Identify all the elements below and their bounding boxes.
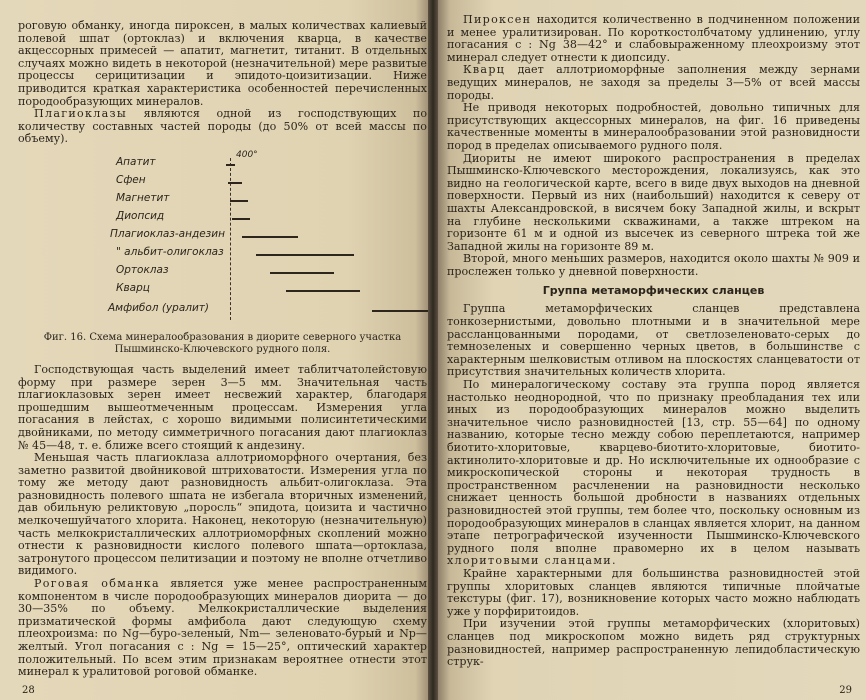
- page-number: 29: [839, 685, 852, 696]
- paragraph-text: дает аллотриоморфные заполнения между зернами ведущих минералов, не заходя за пределы 3—5% от всей массы породы.: [447, 63, 860, 102]
- mineral-bar: [270, 272, 334, 274]
- paragraph: [447, 14, 860, 64]
- paragraph: [18, 578, 427, 679]
- mineral-label: Амфибол (уралит): [108, 301, 210, 314]
- mineral-bar: [286, 290, 360, 292]
- mineral-bar: [256, 254, 354, 256]
- paragraph-text: является уже менее распространенным компонентом в числе породообразующих минералов диорита — до 30—35% по объему. Мелкокристаллические выделения призматической формы амфибола дают следующую схему плеохроизма: по Ng—буро-зеленый, Nm— зеленовато-бурый и Np— желтый. Угол погасания c : Ng = 15—25°, оптический характер положительный. По всем этим признакам вероятнее отнести этот минерал к уралитовой роговой обманке.: [18, 577, 428, 679]
- mineral-bar: [230, 200, 248, 202]
- mineral-bar: [372, 310, 428, 312]
- term: Кварц: [463, 63, 506, 77]
- term: Плагиоклазы: [34, 107, 127, 121]
- paragraph-text: являются одной из господствующих по количеству составных частей породы (до 50% от всей массы по объему).: [18, 107, 427, 146]
- mineral-label: Сфен: [116, 173, 146, 186]
- paragraph: Меньшая часть плагиоклаза аллотриоморфного очертания, без заметно развитой двойниковой штриховатости. Измерения угла по тому же методу дают разновидность альбит-олигоклаза. Эта разновидность полевого шпата не избегала вторичных изменений, дав обильную реликтовую „поросль“ эпидота, цоизита и частично мелкочешуйчатого хлорита. Наконец, некоторую (незначительную) часть мелкокристаллических аллотриоморфных скоплений можно отнести к разновидности кислого полевого шпата—ортоклаза, затронутого процессом пелитизации и поэтому не вполне отчетливо видимого.: [18, 451, 427, 578]
- mineral-bar: [228, 182, 242, 184]
- mineral-label: Плагиоклаз-андезин: [110, 227, 225, 240]
- term: хлоритовыми сланцами.: [447, 554, 617, 568]
- mineral-label: " альбит-олигоклаз: [116, 245, 224, 258]
- paragraph: При изучении этой группы метаморфических (хлоритовых) сланцев под микроскопом можно видеть ряд структурных разновидностей, например распространенную лепидобластическую струк-: [447, 617, 860, 669]
- book-spine: [428, 0, 438, 700]
- mineral-bar: [242, 236, 298, 238]
- term: Пироксен: [463, 13, 532, 26]
- paragraph: [18, 108, 427, 146]
- right-page: [433, 0, 866, 700]
- section-heading: Группа метаморфических сланцев: [542, 284, 765, 298]
- mineral-label: Диопсид: [116, 209, 165, 222]
- paragraph: Крайне характерными для большинства разновидностей этой группы хлоритовых сланцев являются типичные плойчатые текстуры (фиг. 17), возникновение которых часто можно наблюдать уже у порфиритоидов.: [447, 566, 860, 618]
- mineral-bar: [226, 164, 235, 166]
- paragraph: [447, 64, 860, 102]
- paragraph: Господствующая часть выделений имеет таблитчатолейстовую форму при размере зерен 3—5 мм. Значительная часть плагиоклазовых зерен имеет несвежий характер, благодаря прошедшим вышеотмеченным процессам. Измерения угла погасания в лейстах, с хорошо видимыми полисинтетическими двойниками, по методу симметричного погасания дают плагиоклаз № 45—48, т. е. ближе всего стоящий к андезину.: [18, 362, 427, 452]
- paragraph: [447, 379, 860, 568]
- page-number: 28: [22, 685, 35, 696]
- mineral-bar: [232, 218, 250, 220]
- paragraph: Второй, много меньших размеров, находится около шахты № 909 и прослежен только у дневной поверхности.: [447, 252, 860, 278]
- paragraph: Не приводя некоторых подробностей, довольно типичных для присутствующих акцессорных минералов, на фиг. 16 приведены качественные моменты в минералообразовании этой разновидности пород в пределах описываемого рудного поля.: [447, 101, 860, 152]
- paragraph: Группа метаморфических сланцев представлена тонкозернистыми, довольно плотными и в значительной мере рассланцованными породами, от светлозеленовато-серых до темнозеленых и совершенно черных цветов, в большинстве с характерным шелковистым отливом на плоскостях сланцеватости от присутствия значительных количеств хлорита.: [447, 302, 860, 379]
- mineral-label: Кварц: [116, 281, 150, 294]
- paragraph-text: находится количественно в подчиненном положении и менее уралитизирован. По короткостолбчатому удлинению, углу погасания c : Ng 38—42° и слабовыраженному плеохроизму этот минерал следует отнести к диопсиду.: [447, 13, 860, 64]
- figure-caption: Фиг. 16. Схема минералообразования в диорите северного участка Пышминско-Ключевского рудного поля.: [43, 331, 402, 355]
- paragraph: Диориты не имеют широкого распространения в пределах Пышминско-Ключевского месторождения, локализуясь, как это видно на геологической карте, всего в виде двух выходов на дневной поверхности. Первый из них (наибольший) находится к северу от шахты Александровской, в висячем боку Западной жилы, и вскрыт на глубине несколькими скважинами, а также штреком на горизонте 61 м и одной из высечек из северного штрека той же Западной жилы на горизонте 89 м.: [447, 151, 860, 253]
- mineral-label: Апатит: [116, 155, 156, 168]
- paragraph-text: По минералогическому составу эта группа пород является настолько неоднородной, что по признаку преобладания тех или иных из породообразующих минералов можно выделить значительное число разновидностей [13, стр. 55—64] по одному названию, которые тесно между собою переплетаются, например биотито-хлоритовые, кварцево-биотито-хлоритовые, биотито-актинолито-хлоритовые и др. Но исключительные их однообразие с микроскопической стороны и некоторая трудность в пространственном расчленении на разновидности несколько снижает ценность большой дробности в названиях отдельных разновидностей этой группы, тем более что, поскольку основным из породообразующих минералов в сланцах является хлорит, на данном этапе петрографической изученности Пышминско-Ключевского рудного поля вполне правомерно их в целом называть: [447, 378, 860, 555]
- mineral-formation-diagram: [18, 149, 427, 328]
- mineral-label: Ортоклаз: [116, 263, 169, 276]
- paragraph: роговую обманку, иногда пироксен, в малых количествах калиевый полевой шпат (ортоклаз) и включения кварца, в качестве акцессорных примесей — апатит, магнетит, титанит. В отдельных случаях можно видеть в некоторой (незначительной) мере развитые процессы серицитизации и эпидото-цоизитизации. Ниже приводится краткая характеристика особенностей перечисленных породообразующих минералов.: [18, 19, 427, 108]
- term: Роговая обманка: [34, 577, 160, 591]
- temperature-label: 400°: [236, 149, 258, 160]
- mineral-label: Магнетит: [116, 191, 170, 204]
